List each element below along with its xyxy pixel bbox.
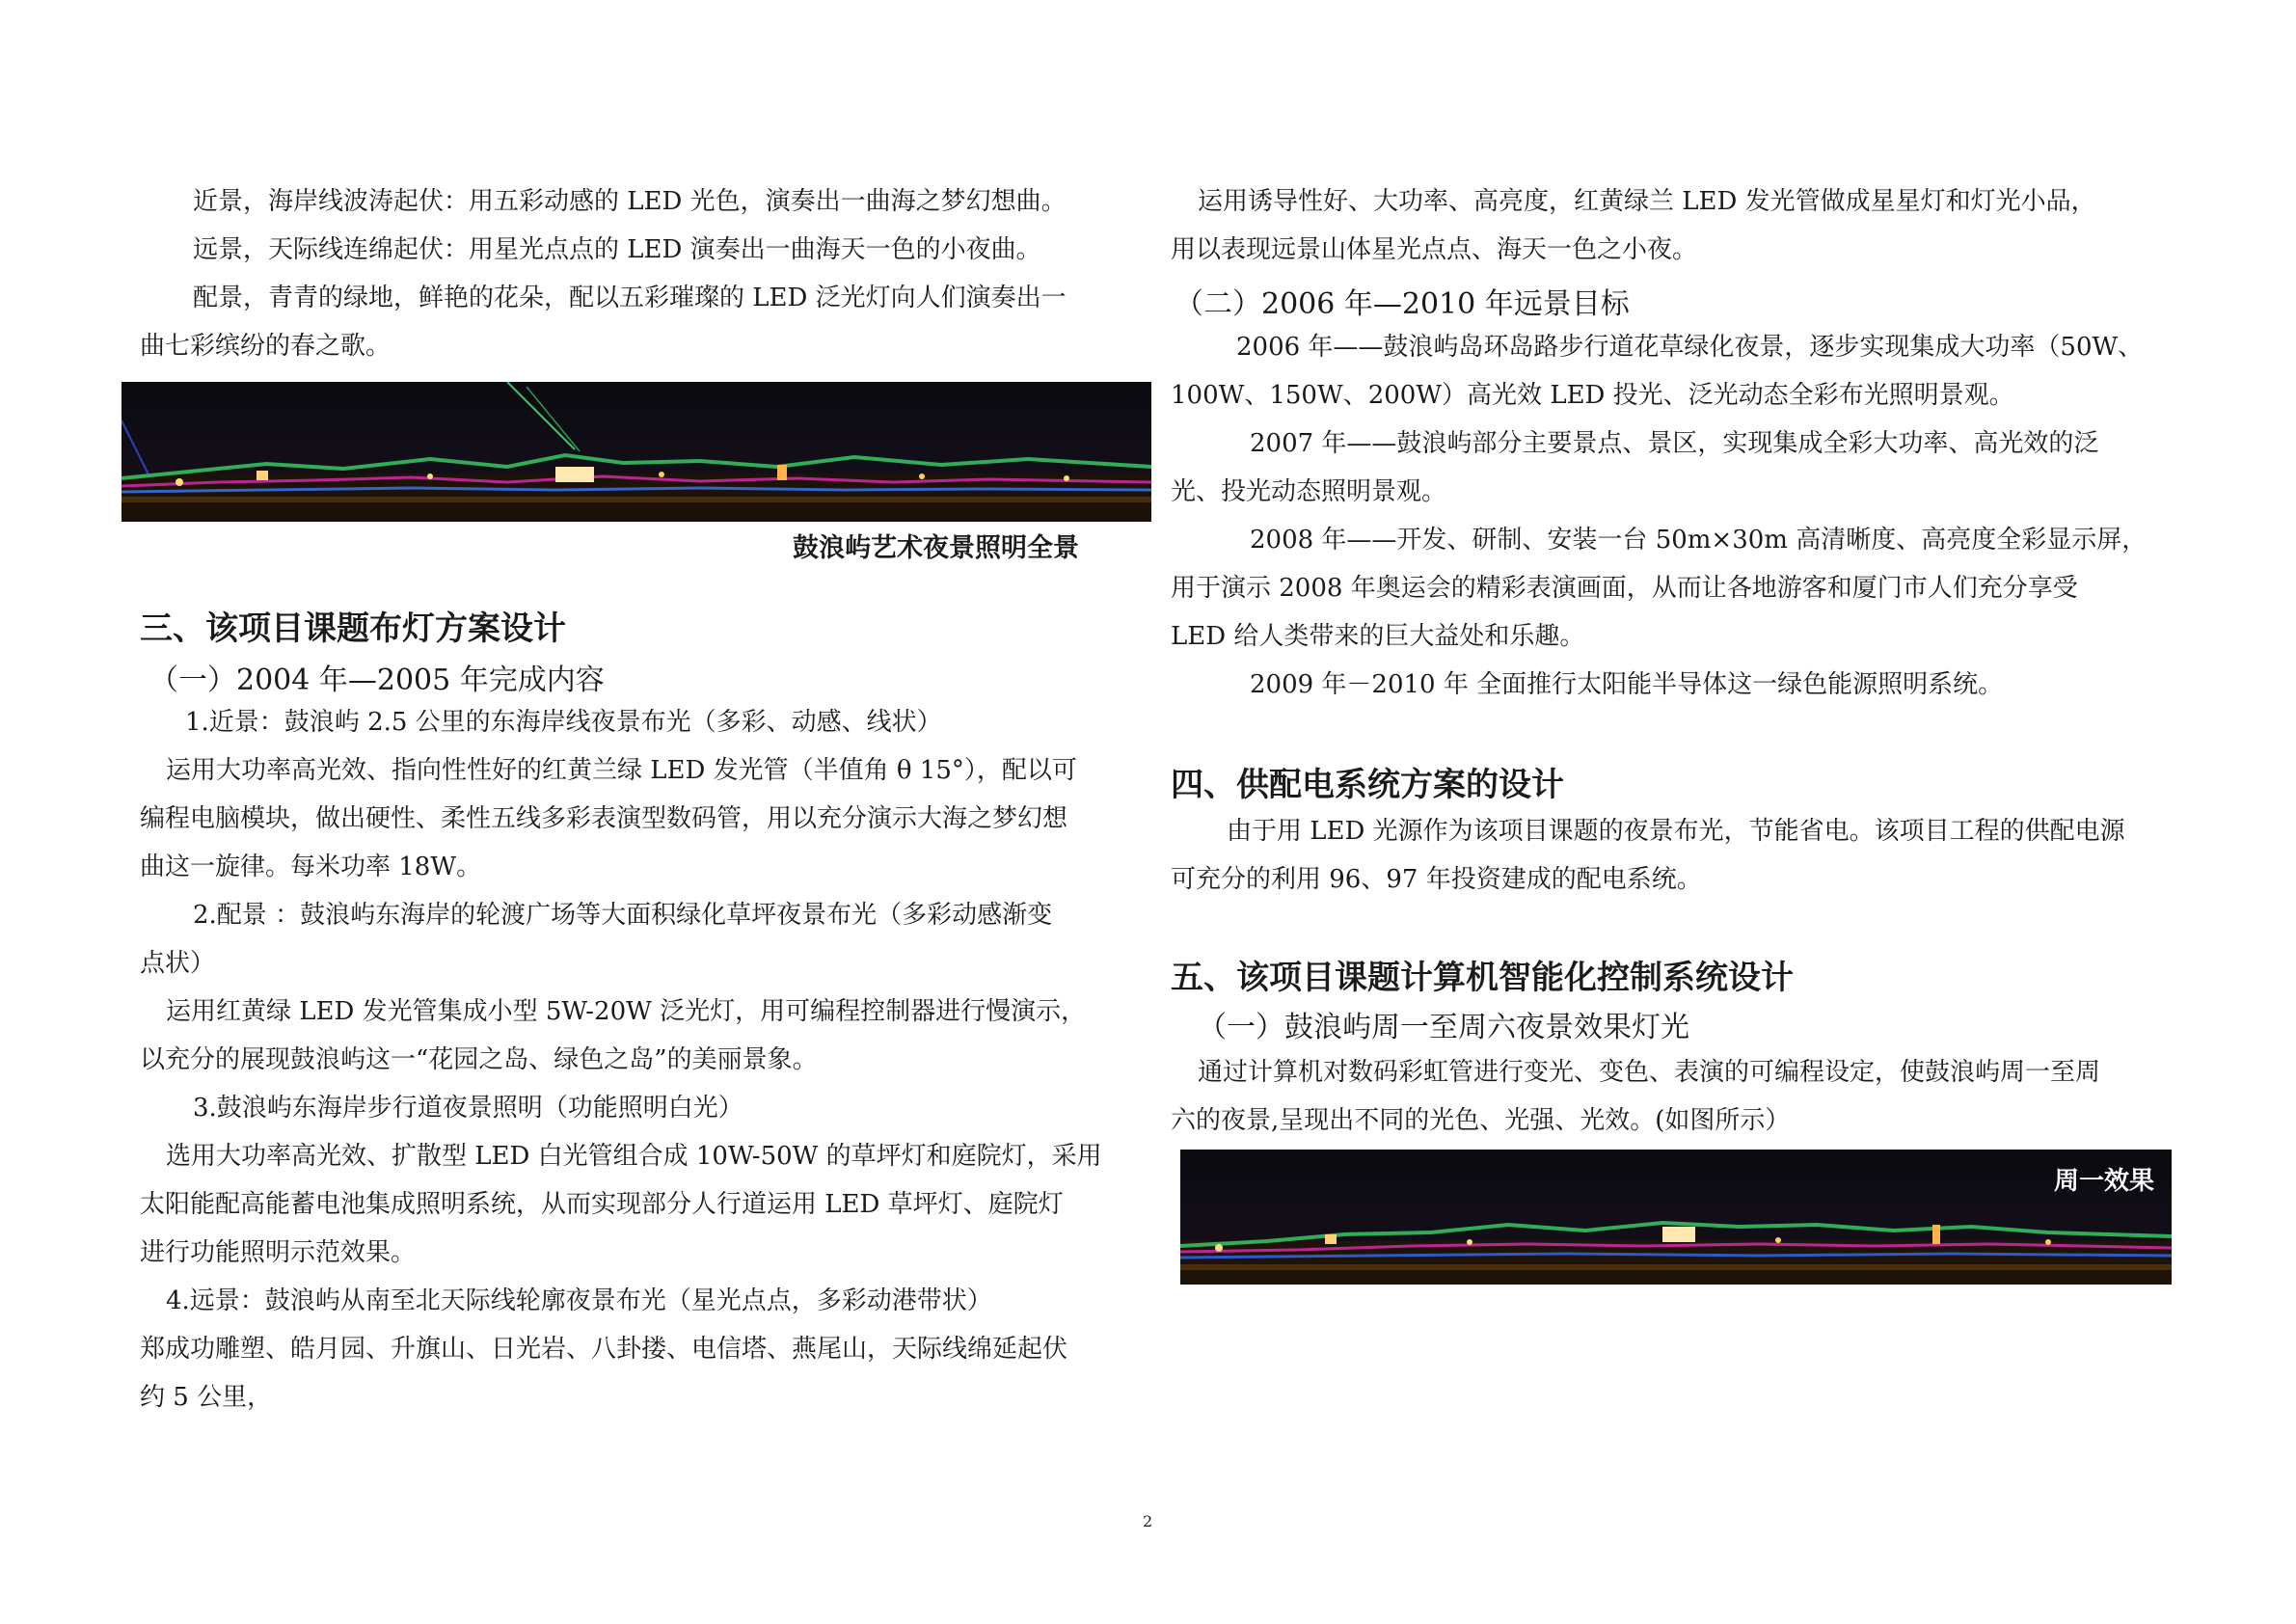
page-number: 2 bbox=[1143, 1512, 1153, 1530]
monday-effect-label: 周一效果 bbox=[2054, 1167, 2155, 1196]
panorama-caption: 鼓浪屿艺术夜景照明全景 bbox=[793, 533, 1079, 563]
section4-body-line-1: 由于用 LED 光源作为该项目课题的夜景布光，节能省电。该项目工程的供配电源 bbox=[1227, 817, 2125, 846]
intro-mid-line: 配景，青青的绿地，鲜艳的花朵，配以五彩璀璨的 LED 泛光灯向人们演奏出一 bbox=[193, 284, 1067, 312]
panorama-night-image bbox=[122, 382, 1151, 522]
section3-title: 三、该项目课题布灯方案设计 bbox=[140, 609, 566, 648]
body-line-15: 约 5 公里， bbox=[140, 1383, 273, 1412]
right-intro-line-2: 用以表现远景山体星光点点、海天一色之小夜。 bbox=[1171, 235, 1698, 264]
body-line-10: 选用大功率高光效、扩散型 LED 白光管组合成 10W-50W 的草坪灯和庭院灯，采用 bbox=[166, 1142, 1102, 1171]
body-line-1: 1.近景：鼓浪屿 2.5 公里的东海岸线夜景布光（多彩、动感、线状） bbox=[185, 708, 942, 737]
body-line-6: 点状） bbox=[140, 949, 216, 978]
body-line-14: 郑成功雕塑、皓月园、升旗山、日光岩、八卦搂、电信塔、燕尾山，天际线绵延起伏 bbox=[140, 1335, 1068, 1364]
section5-title: 五、该项目课题计算机智能化控制系统设计 bbox=[1171, 959, 1794, 997]
section5-sub1: （一）鼓浪屿周一至周六夜景效果灯光 bbox=[1198, 1011, 1689, 1044]
goal-2008-line-1: 2008 年——开发、研制、安装一台 50m×30m 高清晰度、高亮度全彩显示屏， bbox=[1250, 526, 2147, 555]
body-line-2: 运用大功率高光效、指向性性好的红黄兰绿 LED 发光管（半值角 θ 15°），配以可 bbox=[166, 756, 1077, 785]
body-line-3: 编程电脑模块，做出硬性、柔性五线多彩表演型数码管，用以充分演示大海之梦幻想 bbox=[140, 804, 1068, 833]
goal-2007-line-2: 光、投光动态照明景观。 bbox=[1171, 477, 1447, 506]
body-line-5: 2.配景 ：鼓浪屿东海岸的轮渡广场等大面积绿化草坪夜景布光（多彩动感渐变 bbox=[193, 901, 1053, 930]
section3-sub1: （一）2004 年—2005 年完成内容 bbox=[149, 663, 605, 697]
goal-2006-line-1: 2006 年——鼓浪屿岛环岛路步行道花草绿化夜景，逐步实现集成大功率（50W、 bbox=[1236, 333, 2144, 362]
body-line-9: 3.鼓浪屿东海岸步行道夜景照明（功能照明白光） bbox=[193, 1094, 743, 1123]
body-line-7: 运用红黄绿 LED 发光管集成小型 5W-20W 泛光灯，用可编程控制器进行慢演示， bbox=[166, 997, 1087, 1026]
section5-body-line-1: 通过计算机对数码彩虹管进行变光、变色、表演的可编程设定，使鼓浪屿周一至周 bbox=[1198, 1058, 2101, 1087]
body-line-4: 曲这一旋律。每米功率 18W。 bbox=[140, 853, 482, 881]
goal-2008-line-3: LED 给人类带来的巨大益处和乐趣。 bbox=[1171, 622, 1585, 651]
section3-sub2: （二）2006 年—2010 年远景目标 bbox=[1175, 287, 1630, 321]
body-line-11: 太阳能配高能蓄电池集成照明系统，从而实现部分人行道运用 LED 草坪灯、庭院灯 bbox=[140, 1190, 1064, 1219]
goal-2009-line: 2009 年－2010 年 全面推行太阳能半导体这一绿色能源照明系统。 bbox=[1250, 670, 2004, 699]
body-line-12: 进行功能照明示范效果。 bbox=[140, 1238, 417, 1267]
intro-near-line: 近景，海岸线波涛起伏：用五彩动感的 LED 光色，演奏出一曲海之梦幻想曲。 bbox=[193, 187, 1067, 216]
section5-body-line-2: 六的夜景,呈现出不同的光色、光强、光效。(如图所示） bbox=[1171, 1106, 1791, 1135]
goal-2006-line-2: 100W、150W、200W）高光效 LED 投光、泛光动态全彩布光照明景观。 bbox=[1171, 381, 2014, 410]
intro-far-line: 远景，天际线连绵起伏：用星光点点的 LED 演奏出一曲海天一色的小夜曲。 bbox=[193, 235, 1041, 264]
body-line-13: 4.远景：鼓浪屿从南至北天际线轮廓夜景布光（星光点点，多彩动港带状） bbox=[166, 1286, 992, 1315]
right-intro-line-1: 运用诱导性好、大功率、高亮度，红黄绿兰 LED 发光管做成星星灯和灯光小品， bbox=[1198, 187, 2096, 216]
section4-title: 四、供配电系统方案的设计 bbox=[1171, 766, 1564, 804]
body-line-8: 以充分的展现鼓浪屿这一“花园之岛、绿色之岛”的美丽景象。 bbox=[140, 1045, 818, 1074]
intro-mid-line-cont: 曲七彩缤纷的春之歌。 bbox=[140, 332, 392, 361]
section4-body-line-2: 可充分的利用 96、97 年投资建成的配电系统。 bbox=[1171, 865, 1702, 894]
goal-2008-line-2: 用于演示 2008 年奥运会的精彩表演画面，从而让各地游客和厦门市人们充分享受 bbox=[1171, 574, 2078, 603]
goal-2007-line-1: 2007 年——鼓浪屿部分主要景点、景区，实现集成全彩大功率、高光效的泛 bbox=[1250, 429, 2099, 458]
monday-effect-image bbox=[1180, 1150, 2172, 1285]
